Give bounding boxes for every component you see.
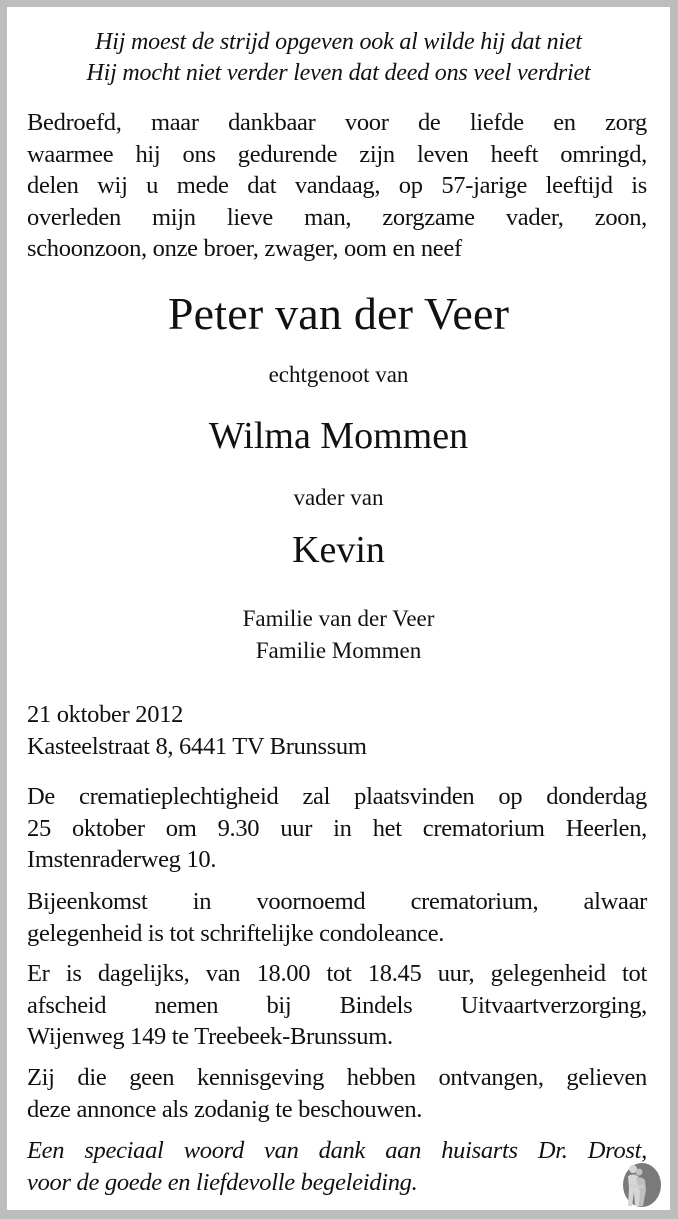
address: Kasteelstraat 8, 6441 TV Brunssum <box>27 732 367 760</box>
farewell-line: afscheid nemen bij Bindels Uitvaartverzorging, <box>27 991 647 1019</box>
thanks-line: voor de goede en liefdevolle begeleiding. <box>27 1168 418 1196</box>
notice-line: deze annonce als zodanig te beschouwen. <box>27 1095 423 1123</box>
motto-line-2: Hij mocht niet verder leven dat deed ons veel verdriet <box>86 60 591 86</box>
intro-paragraph <box>27 107 647 265</box>
thanks-paragraph <box>27 1135 647 1198</box>
gathering-line: gelegenheid is tot schriftelijke condoleance. <box>27 919 445 947</box>
notice-paragraph <box>27 1062 647 1125</box>
farewell-line: Wijenweg 149 te Treebeek-Brunssum. <box>27 1023 393 1050</box>
family-line: Familie van der Veer <box>242 606 435 631</box>
intro-line: delen wij u mede dat vandaag, op 57-jarige leeftijd is <box>27 172 647 199</box>
child-relation: vader van <box>293 485 384 510</box>
gathering-paragraph <box>27 886 647 949</box>
thanks-line: Een speciaal woord van dank aan huisarts Dr. Drost, <box>27 1137 647 1164</box>
deceased-name: Peter van der Veer <box>167 288 510 339</box>
cremation-line: De crematieplechtigheid zal plaatsvinden op donderdag <box>27 783 647 810</box>
cremation-line: 25 oktober om 9.30 uur in het crematorium Heerlen, <box>27 814 647 842</box>
date-address <box>27 699 647 762</box>
farewell-paragraph <box>27 958 647 1053</box>
farewell-line: Er is dagelijks, van 18.00 tot 18.45 uur, gelegenheid tot <box>27 960 647 987</box>
embracing-couple-icon <box>619 1162 661 1208</box>
child-name: Kevin <box>292 529 385 571</box>
spouse-relation: echtgenoot van <box>268 362 409 387</box>
family-line: Familie Mommen <box>255 638 422 663</box>
obituary-card <box>7 7 670 1210</box>
date: 21 oktober 2012 <box>27 701 184 728</box>
gathering-line: Bijeenkomst in voornoemd crematorium, alwaar <box>27 888 647 915</box>
intro-line: Bedroefd, maar dankbaar voor de liefde en zorg <box>27 109 647 136</box>
notice-line: Zij die geen kennisgeving hebben ontvangen, gelieven <box>27 1064 647 1091</box>
intro-line: overleden mijn lieve man, zorgzame vader, zoon, <box>27 203 647 231</box>
spouse-name: Wilma Mommen <box>208 415 469 457</box>
intro-line: waarmee hij ons gedurende zijn leven heeft omringd, <box>27 140 647 168</box>
intro-line: schoonzoon, onze broer, zwager, oom en neef <box>27 235 462 262</box>
motto <box>7 27 670 89</box>
cremation-line: Imstenraderweg 10. <box>27 846 217 873</box>
cremation-paragraph <box>27 781 647 876</box>
families <box>7 603 670 667</box>
motto-line-1: Hij moest de strijd opgeven ook al wilde hij dat niet <box>95 29 582 55</box>
